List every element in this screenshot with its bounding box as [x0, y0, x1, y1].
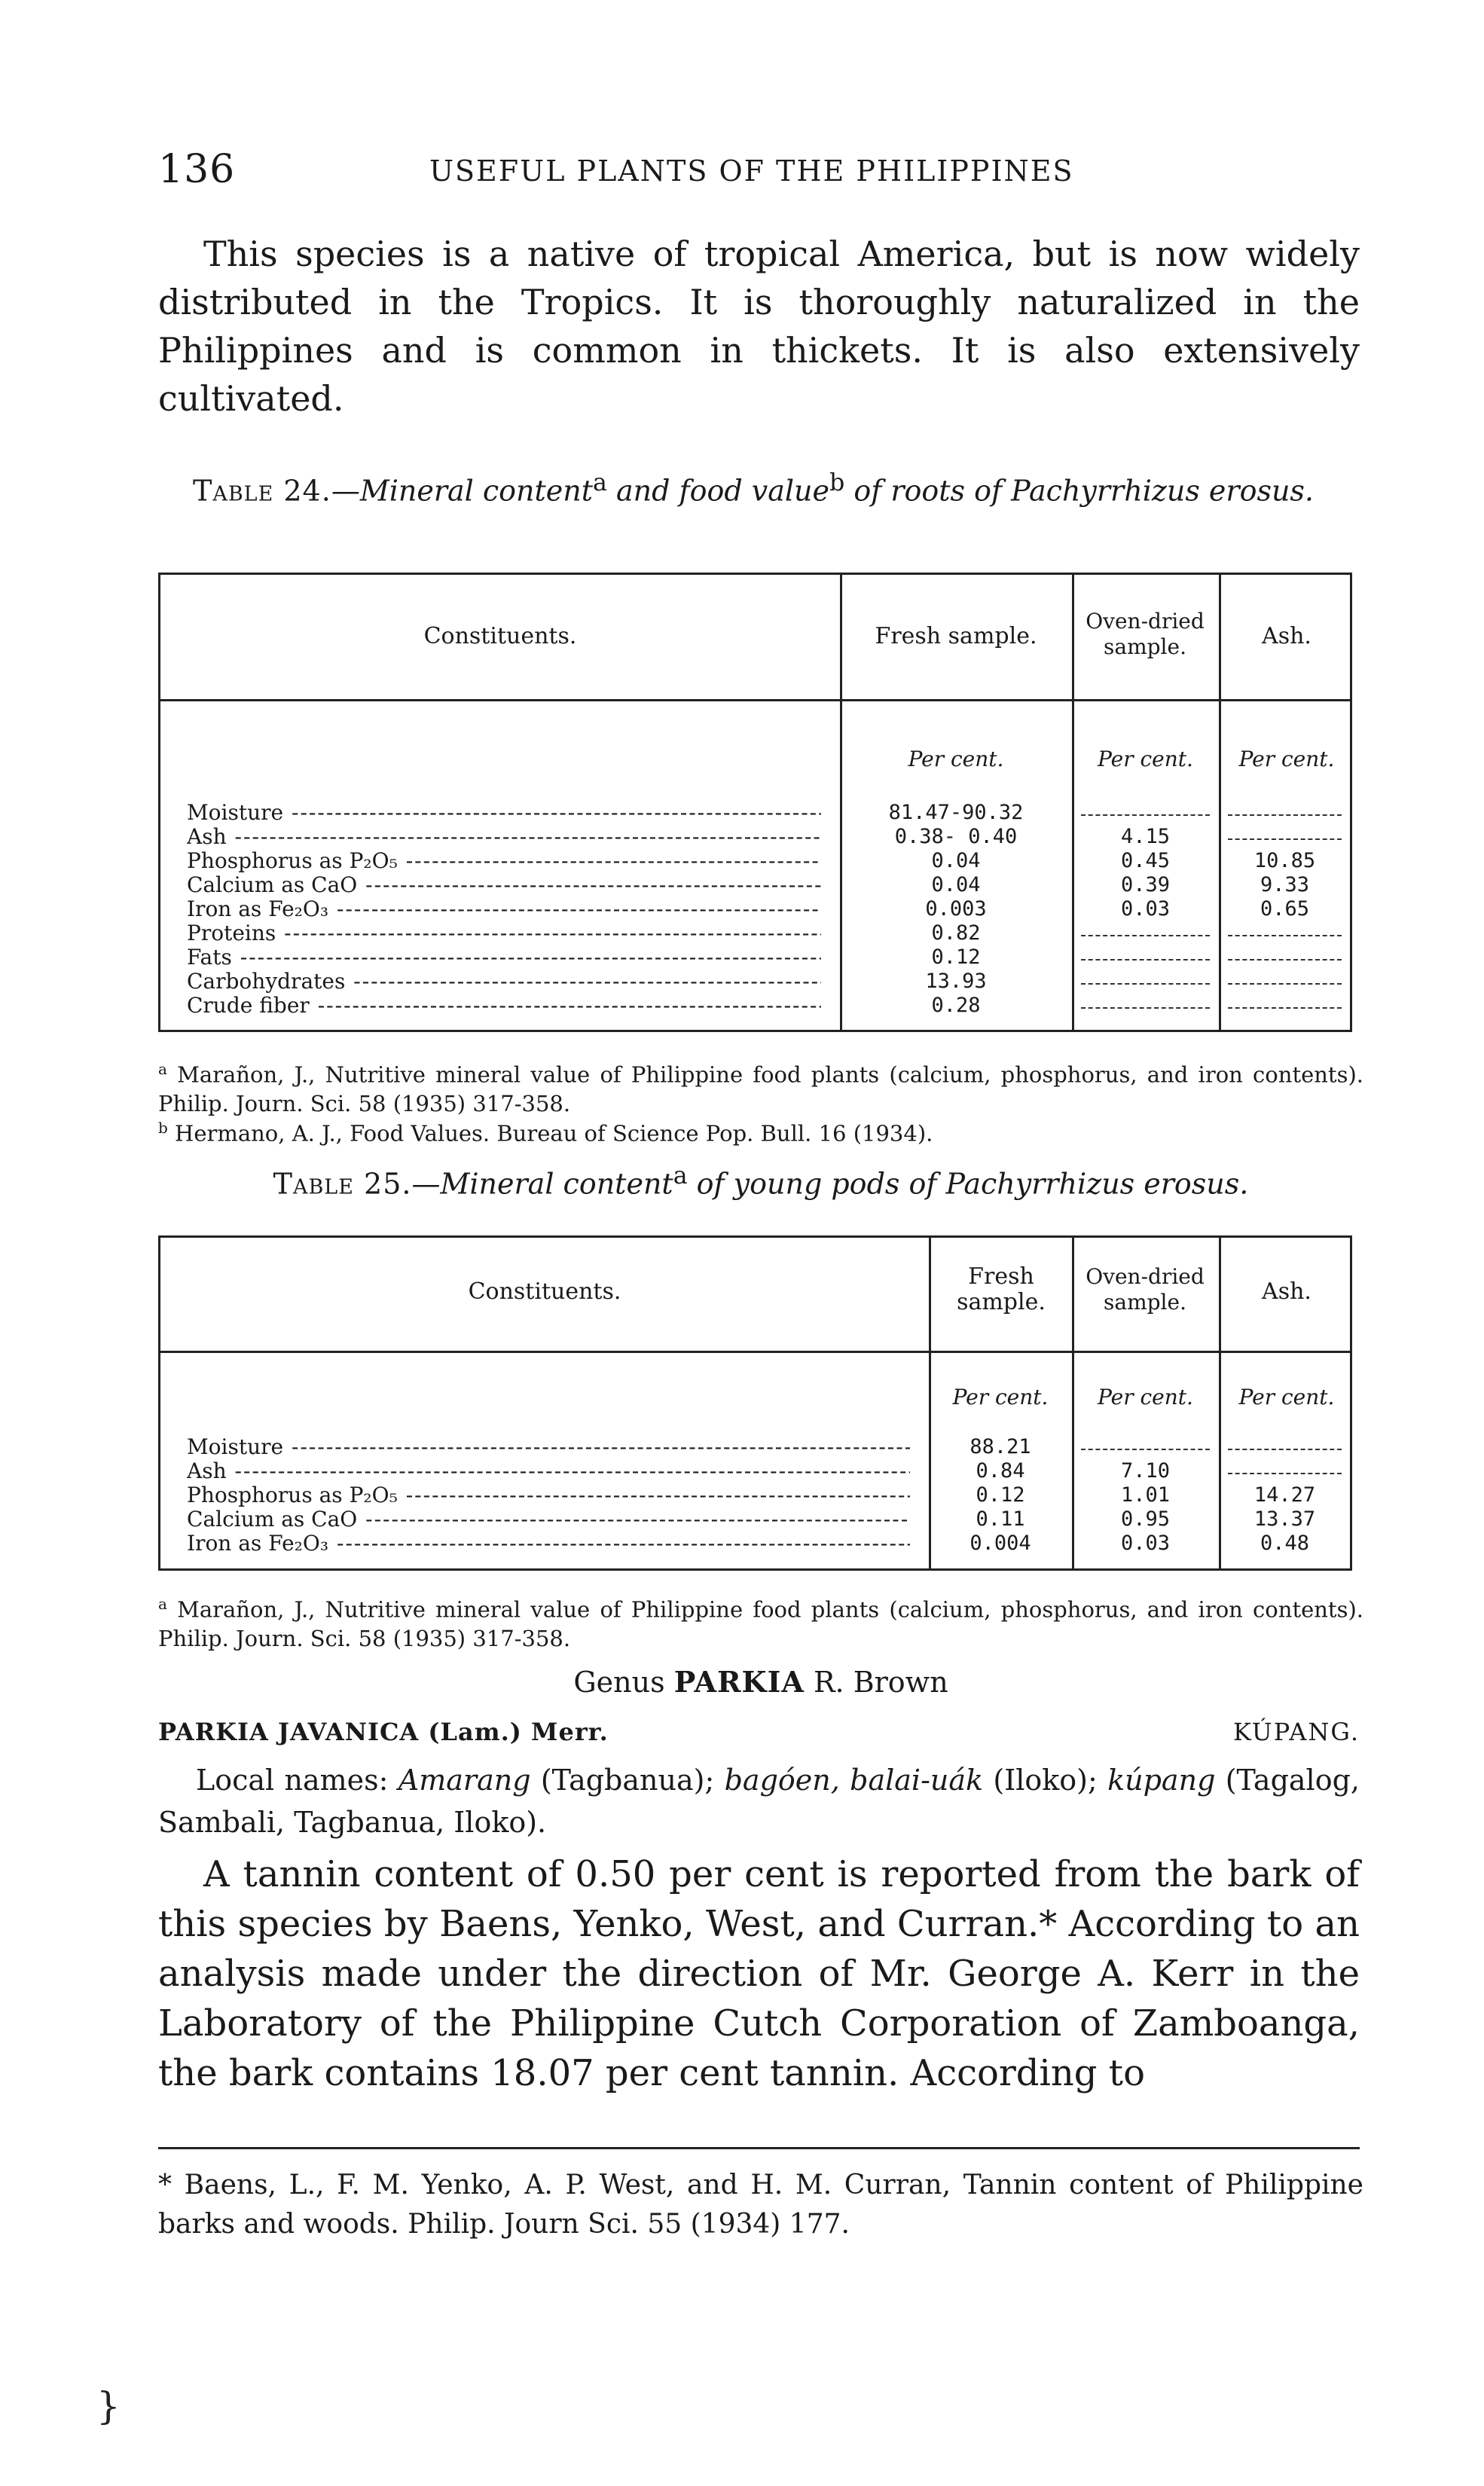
page-number: 136 — [158, 147, 236, 192]
table-24-footnote-a — [158, 1055, 1363, 1118]
table-row — [160, 873, 1350, 897]
table-25-label: Table 25. — [273, 1167, 412, 1201]
cell-ash: 0.65 — [1260, 897, 1310, 921]
column-header-fresh: Fresh sample. — [957, 1263, 1046, 1315]
table-25 — [158, 1235, 1352, 1571]
table-row — [160, 897, 1350, 921]
row-label: Carbohydrates ----- — [187, 970, 821, 994]
row-label: Proteins ----- — [187, 921, 821, 945]
species-common-name: KÚPANG. — [1232, 1718, 1360, 1746]
column-header-oven-dried: Oven-dried sample. — [1086, 1264, 1205, 1315]
table-25-caption-part-c: of young pods of Pachyrrhizus erosus. — [687, 1167, 1249, 1201]
column-header-constituents: Constituents. — [468, 1278, 621, 1305]
column-header-ash: Ash. — [1262, 623, 1311, 649]
table-24-caption-part-b: and food value — [606, 474, 829, 508]
column-header-fresh: Fresh sample. — [875, 623, 1037, 649]
genus-heading — [158, 1665, 1363, 1699]
cell-ash: 13.37 — [1253, 1507, 1316, 1531]
table-row — [160, 921, 1350, 945]
column-header-oven-dried: Oven-dried sample. — [1086, 609, 1205, 659]
genus-prefix: Genus — [573, 1666, 674, 1699]
footnote-text: Marañon, J., Nutritive mineral value of Philippine food plants (calcium, phosphorus, and iron contents). Philip. Journ. Sci. 58 (1935) 317-358. — [158, 1061, 1364, 1116]
footnote-text: Hermano, A. J., Food Values. Bureau of Science Pop. Bull. 16 (1934). — [175, 1120, 933, 1147]
cell-fresh: 0.003 — [925, 897, 987, 921]
empty-cell-oven — [1081, 1449, 1210, 1450]
table-row — [160, 825, 1350, 849]
empty-cell-ash — [1228, 959, 1342, 960]
table-24-footnote-b — [158, 1113, 1363, 1148]
empty-cell-ash — [1228, 814, 1342, 816]
table-24-caption-part-a: —Mineral content — [331, 474, 594, 508]
stray-mark: } — [96, 2384, 121, 2428]
row-label: Ash ----- — [187, 1459, 910, 1483]
cell-fresh: 0.12 — [931, 945, 981, 969]
unit-ash: Per cent. — [1238, 1385, 1335, 1409]
empty-cell-oven — [1081, 983, 1210, 985]
table-24-sup-b: b — [829, 469, 845, 496]
cell-oven: 0.03 — [1120, 897, 1171, 921]
cell-fresh: 0.28 — [931, 994, 981, 1017]
unit-fresh: Per cent. — [908, 747, 1004, 771]
footnote-mark: b — [158, 1119, 168, 1137]
cell-fresh: 0.004 — [969, 1532, 1031, 1555]
row-label: Ash ----- — [187, 825, 821, 849]
header-divider — [160, 699, 1350, 701]
cell-fresh: 0.11 — [976, 1507, 1025, 1531]
row-label: Phosphorus as P₂O₅ ----- — [187, 849, 821, 873]
table-row — [160, 1435, 1350, 1459]
column-header-constituents: Constituents. — [423, 623, 577, 649]
local-names-lead: Local names: — [196, 1764, 398, 1797]
cell-fresh: 0.82 — [931, 921, 981, 945]
table-row — [160, 1459, 1350, 1483]
cell-fresh: 0.38- 0.40 — [894, 825, 1018, 848]
cell-oven: 0.03 — [1120, 1532, 1171, 1555]
empty-cell-ash — [1228, 1449, 1342, 1450]
empty-cell-ash — [1228, 935, 1342, 936]
row-label: Iron as Fe₂O₃ ----- — [187, 897, 821, 921]
table-row — [160, 1507, 1350, 1532]
genus-name: PARKIA — [673, 1665, 805, 1699]
empty-cell-ash — [1228, 1007, 1342, 1009]
footnote-rule — [158, 2147, 1360, 2149]
cell-fresh: 0.84 — [976, 1459, 1025, 1483]
cell-ash: 10.85 — [1253, 849, 1316, 872]
page-header — [158, 147, 1363, 200]
intro-paragraph — [158, 230, 1360, 423]
table-row — [160, 801, 1350, 825]
row-label: Phosphorus as P₂O₅ ----- — [187, 1483, 910, 1507]
cell-ash: 14.27 — [1253, 1483, 1316, 1507]
empty-cell-oven — [1081, 1007, 1210, 1009]
empty-cell-ash — [1228, 1473, 1342, 1474]
row-label: Crude fiber ----- — [187, 994, 821, 1018]
local-name: Amarang — [398, 1764, 531, 1797]
empty-cell-ash — [1228, 983, 1342, 985]
table-row — [160, 945, 1350, 970]
column-header-ash: Ash. — [1262, 1278, 1311, 1305]
table-row — [160, 994, 1350, 1018]
local-names — [158, 1759, 1360, 1843]
table-25-caption — [173, 1156, 1348, 1204]
tannin-paragraph — [158, 1849, 1360, 2098]
cell-ash: 0.48 — [1260, 1532, 1310, 1555]
table-25-sup-a: a — [673, 1162, 688, 1190]
unit-oven-dried: Per cent. — [1098, 1385, 1193, 1409]
table-25-caption-part-a: —Mineral content — [411, 1167, 673, 1201]
table-row — [160, 970, 1350, 994]
empty-cell-oven — [1081, 959, 1210, 960]
row-label: Fats ----- — [187, 945, 821, 970]
local-name-language: (Tagalog, Sambali, Tagbanua, Iloko). — [158, 1764, 1360, 1839]
cell-fresh: 13.93 — [925, 970, 987, 993]
cell-fresh: 0.12 — [976, 1483, 1025, 1507]
intro-paragraph-text: This species is a native of tropical America, but is now widely distributed in the Tropics. It is thoroughly naturalized in the Philippines and is common in thickets. It is also extensively cultivated. — [158, 234, 1360, 419]
cell-oven: 7.10 — [1120, 1459, 1171, 1483]
tannin-paragraph-text: A tannin content of 0.50 per cent is reported from the bark of this species by Baens, Yenko, West, and Curran.* According to an analysis made under the direction of Mr. George A. Kerr in the Laboratory of the Philippine Cutch Corporation of Zamboanga, the bark contains 18.07 per cent tannin. According to — [158, 1853, 1360, 2094]
genus-author: R. Brown — [804, 1666, 948, 1699]
cell-oven: 0.45 — [1120, 849, 1171, 872]
local-name: kúpang — [1107, 1764, 1216, 1797]
bottom-footnote: * Baens, L., F. M. Yenko, A. P. West, and H. M. Curran, Tannin content of Philippine barks and woods. Philip. Journ Sci. 55 (1934) 177. — [158, 2170, 1363, 2240]
empty-cell-oven — [1081, 935, 1210, 936]
table-24 — [158, 573, 1352, 1032]
cell-fresh: 88.21 — [969, 1435, 1031, 1458]
table-row — [160, 1532, 1350, 1556]
row-label: Calcium as CaO ----- — [187, 873, 821, 897]
cell-fresh: 81.47-90.32 — [888, 801, 1024, 824]
row-label: Moisture ----- — [187, 801, 821, 825]
unit-ash: Per cent. — [1238, 747, 1335, 771]
table-24-label: Table 24. — [192, 474, 331, 508]
empty-cell-ash — [1228, 838, 1342, 840]
row-label: Iron as Fe₂O₃ ----- — [187, 1532, 910, 1556]
local-name-language: (Iloko); — [983, 1764, 1108, 1797]
header-divider — [160, 1351, 1350, 1353]
unit-oven-dried: Per cent. — [1098, 747, 1193, 771]
footnote-text: Marañon, J., Nutritive mineral value of Philippine food plants (calcium, phosphorus, and iron contents). Philip. Journ. Sci. 58 (1935) 317-358. — [158, 1596, 1364, 1651]
cell-oven: 0.95 — [1120, 1507, 1171, 1531]
unit-fresh: Per cent. — [952, 1385, 1049, 1409]
table-25-footnote-a — [158, 1590, 1363, 1653]
cell-oven: 1.01 — [1120, 1483, 1171, 1507]
species-line — [158, 1718, 1360, 1752]
cell-ash: 9.33 — [1260, 873, 1310, 896]
footnote-mark: a — [158, 1060, 167, 1078]
footnote-mark: a — [158, 1595, 167, 1613]
table-24-caption — [173, 463, 1333, 511]
local-name-language: (Tagbanua); — [530, 1764, 725, 1797]
species-name: PARKIA JAVANICA (Lam.) Merr. — [158, 1718, 609, 1746]
table-24-sup-a: a — [593, 469, 607, 496]
cell-fresh: 0.04 — [931, 849, 981, 872]
cell-oven: 4.15 — [1120, 825, 1171, 848]
table-24-caption-part-c: of roots of Pachyrrhizus erosus. — [844, 474, 1315, 508]
local-name: bagóen, balai-uák — [724, 1764, 984, 1797]
empty-cell-oven — [1081, 814, 1210, 816]
running-head: USEFUL PLANTS OF THE PHILIPPINES — [429, 154, 1074, 188]
table-row — [160, 1483, 1350, 1507]
cell-oven: 0.39 — [1120, 873, 1171, 896]
row-label: Moisture ----- — [187, 1435, 910, 1459]
row-label: Calcium as CaO ----- — [187, 1507, 910, 1532]
cell-fresh: 0.04 — [931, 873, 981, 896]
table-row — [160, 849, 1350, 873]
